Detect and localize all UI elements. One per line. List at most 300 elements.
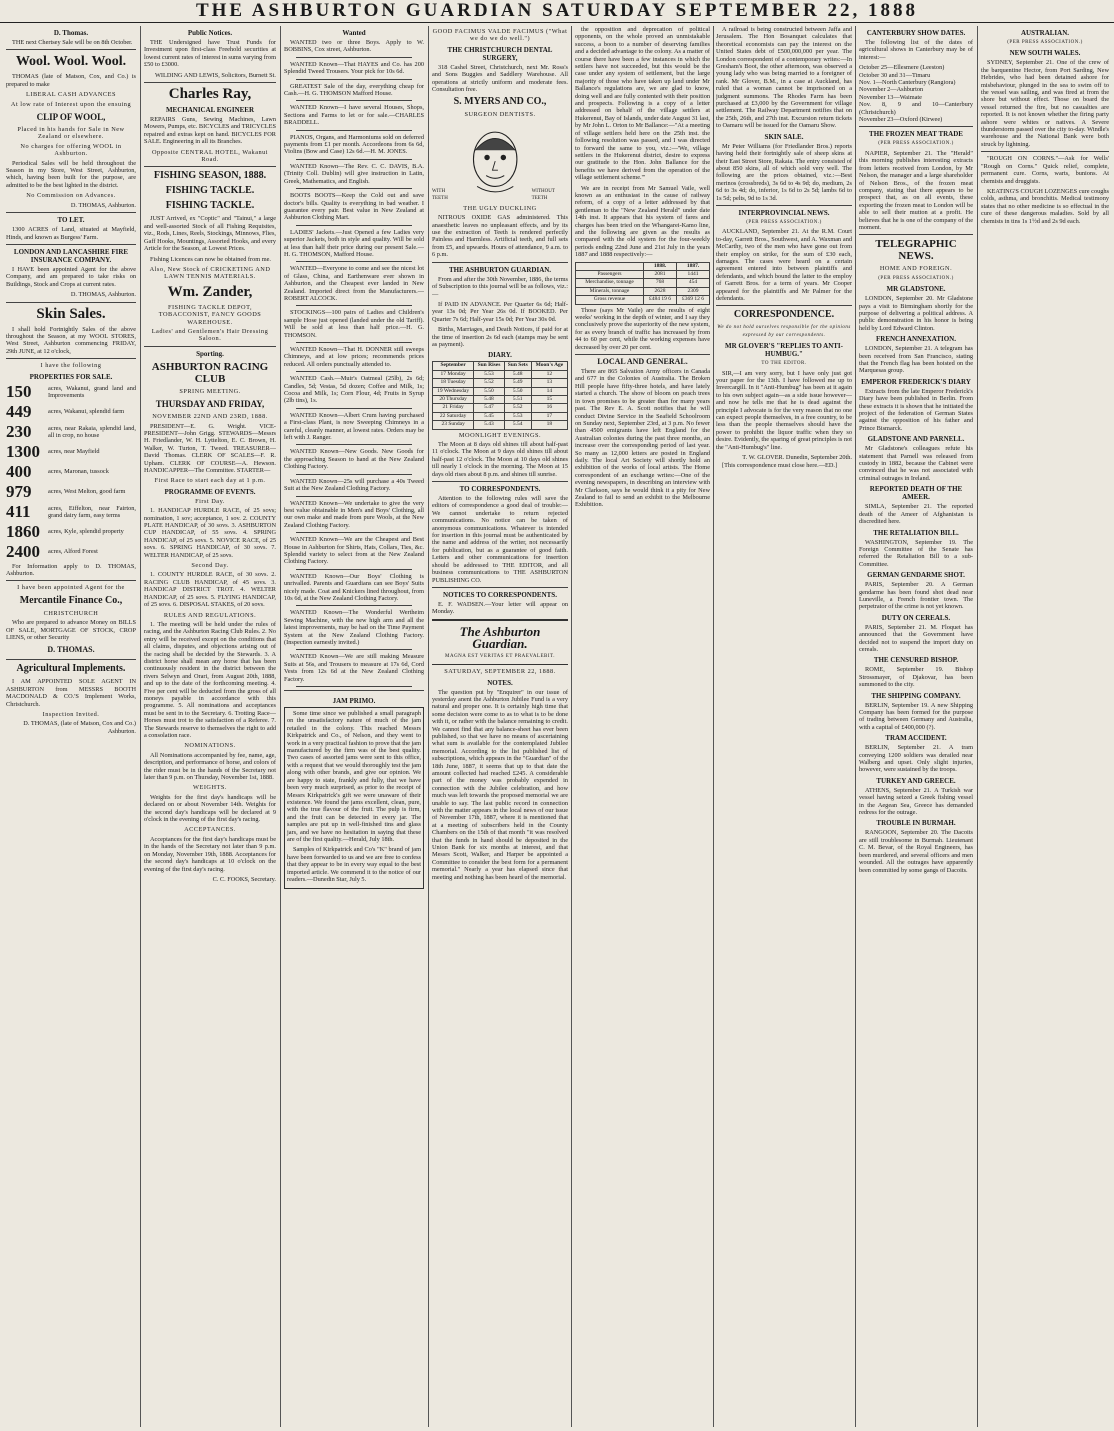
diary-cell: 5.47 [474, 404, 504, 412]
wanted-ad: WANTED—Everyone to come and see the nicest lot of Glass, China, and Earthenware ever shown in Ashburton, and the Cheapest ever landed in New Zealand. Imported direct from the Manufacturers.—ROBERT ALCOCK. [284, 265, 424, 302]
stats-cell: 2081 [644, 271, 677, 279]
stats-cell: 1441 [677, 271, 710, 279]
diary-row [433, 421, 568, 429]
telegram-text: SIMLA, September 21. The reported death of the Ameer of Afghanistan is discredited here. [859, 503, 973, 526]
stats-row [576, 296, 710, 304]
telegram-heading: GLADSTONE AND PARNELL. [867, 435, 965, 444]
charles-ray-title: Charles Ray, [168, 86, 252, 103]
property-description: acres, Kyle, splendid property [48, 528, 124, 536]
stats-cell: Merchandise, tonnage [576, 279, 644, 287]
property-item [6, 463, 136, 481]
letter-to: TO THE EDITOR. [761, 361, 807, 367]
signature: D. THOMAS, (late of Matson, Cox and Co.) Ashburton. [23, 720, 136, 735]
diary-cell: 20 Thursday [433, 395, 474, 403]
property-acreage: 2400 [6, 541, 40, 561]
divider [296, 130, 412, 131]
insurance-heading: LONDON AND LANCASHIRE FIRE INSURANCE COMPANY. [13, 247, 129, 264]
fishing-licences: Fishing Licences can now be obtained from me. [150, 255, 272, 263]
mercantile-city: CHRISTCHURCH [43, 609, 99, 617]
telegram-text: BERLIN, September 19. A new Shipping Company has been formed for the purpose of trading between Germany and Australia, with a capital of £400,000 (?). [859, 701, 973, 731]
frozen-meat-heading: THE FROZEN MEAT TRADE [869, 130, 963, 139]
stats-cell: 2628 [644, 287, 677, 295]
fishing-tackle-title: FISHING TACKLE. [165, 200, 255, 212]
stats-row [576, 271, 710, 279]
telegram-text: LONDON, September 20. Mr Gladstone pays a visit to Birmingham shortly for the purpose of delivering a political address. A public demonstration in his honor is being held by Lord Edward Clinton. [859, 295, 973, 332]
column-rule [140, 26, 141, 1427]
signature: D. THOMAS, Ashburton. [70, 291, 136, 299]
show-date-item: November 2—Ashburton [859, 86, 924, 94]
property-description: acres, West Melton, good farm [48, 488, 126, 496]
telegram-heading: THE SHIPPING COMPANY. [871, 691, 961, 700]
diary-cell: 17 [531, 412, 567, 420]
diary-cell: 5.43 [474, 421, 504, 429]
dental-text: NITROUS OXIDE GAS administered. This anaesthetic leaves no unpleasant effects, and by its use the extraction of Teeth is rendered perfectly Painless and Harmless. Artificial teeth, and full sets from £5, and upwards. Hours of attendance, 9 a.m. to 6 p.m. [432, 214, 568, 259]
show-dates-list [859, 64, 973, 123]
diary-row [433, 370, 568, 378]
telegram-text: PARIS, September 20. A German gendarme has been found shot dead near Luneville, a French frontier town. The perpetrator of the crime is not yet known. [859, 581, 973, 611]
correspondence-note: We do not hold ourselves responsible for the opinions expressed by our correspondents. [717, 325, 851, 338]
column-rule [713, 26, 714, 1427]
telegram-text: PARIS, September 21. M. Floquet has announced that the Government have decided not to suspend the import duty on cereals. [859, 623, 973, 653]
divider [296, 408, 412, 409]
wool-no-charge: No charges for offering WOOL in Ashburton. [20, 142, 122, 158]
properties-intro: I have the following [40, 362, 102, 370]
divider [6, 49, 136, 50]
stats-cell: Minerals, tonnage [576, 287, 644, 295]
news-text: A railroad is being constructed between Jaffa and Jerusalem. The Hon Bosanquet calculates that theoretical economists can pay the interest on the United States debt of £500,000,000 per year. The London correspondent of a contemporary writes:—In Gresham's Boot, the other afternoon, was observed a young lady who was being married to a foreigner of rank. Mr Glover, B.M., in a case at Auckland, has ruled that a woman cannot be imprisoned on a judgment summons. The Rhodes Farm has been purchased at £3,000 by the Government for village settlement. The Railway Department notifies that on the 25th, 26th, and 27th inst. Excursion return tickets to Oamaru will be issued for the Oamaru Show. [716, 26, 852, 130]
stats-cell: 768 [644, 279, 677, 287]
guardian-terms: From and after the 30th November, 1886, the terms of Subscription to this journal will be as follows, viz.:— [432, 275, 568, 298]
diary-cell: 12 [531, 370, 567, 378]
moonlight-heading: MOONLIGHT EVENINGS. [458, 431, 542, 439]
telegram-heading: TRAM ACCIDENT. [885, 734, 947, 743]
correspondents-text: Attention to the following rules will save the editors of correspondence a good deal of trouble:—We cannot undertake to return rejected communications. No notice can be taken of anonymous communications. Whatever is intended for insertion in this journal must be authenticated by the name and address of the writer, not necessarily for publication, but as a guarantee of good faith. Letters and other communications for insertion should be addressed to THE EDITOR, and all business communications to THE ASHBURTON PUBLISHING CO. [432, 495, 568, 584]
wanted-ad: PIANOS, Organs, and Harmoniums sold on deferred payments from £1 per month. Accordeons from 6s 6d, Violins (Bow and Case) 12s 6d.—H. M. JONES. [284, 133, 424, 156]
interprovincial-text: AUCKLAND, September 21. At the R.M. Court to-day, Garrett Bros., Southwest, and A. Waxman and McCarthy, two of the men who have gone out from their employ on strike, for the sum of £30 each, damages. The cases were heard on a certain agreement entered into between plaintiffs and defendants, and which bound the latter to the employ of Garrett Bros. for a term of years. Mr Cooper appeared for the plaintiffs and Mr Palmer for the defendants. [716, 228, 852, 302]
editorial-text: Those (says Mr Vaile) are the results of eight weeks' working in the depth of winter, and I say they conclusively prove the superiority of the new system, for as every branch of traffic has increased by from 44 to 60 per cent, while the working expenses have decreased by over 20 per cent. [575, 306, 710, 351]
diary-cell: 13 [531, 379, 567, 387]
stats-column-header: 1887. [677, 262, 710, 270]
masthead-title: THE ASHBURTON GUARDIAN SATURDAY SEPTEMBER 22, 1888 [195, 0, 919, 21]
property-description: acres, Maronan, tussock [48, 468, 109, 476]
telegram-heading: TURKEY AND GREECE. [876, 776, 956, 785]
signature: WILDING AND LEWIS, Solicitors, Burnett St. [154, 71, 276, 79]
property-item [6, 543, 136, 561]
public-notices-heading: Public Notices. [187, 29, 233, 37]
property-acreage: 400 [6, 461, 32, 481]
stats-cell: £484 19 6 [644, 296, 677, 304]
local-general-text: There are 865 Salvation Army officers in Canada and 677 in the Colonies of Australia. The Broken Hill people have fifty-three hotels, and have lately started a church. The show of bloom on peach trees in town promises to be greater than for many years past. The Rev E. A. Scott notifies that he will conduct Divine Service in the Seafield Schoolroom on Sunday next, September 23rd, at 3 p.m. No fewer than 4500 emigrants have left England for the Australian colonies during the past three months, an increase over the corresponding period of last year. So many as 12,000 letters are posted in England daily. The local Art Society will shortly hold an exhibition of the works of local artists. The Home correspondent of an exchange writes:—One of the evening newspapers, in describing an interview with Mr Clarkson, says he would think it a pity for New Zealand to fail to send an exhibit to the Melbourne Exhibition. [575, 368, 710, 509]
diary-cell: 19 Wednesday [433, 387, 474, 395]
telegraphic-sub: HOME AND FOREIGN. [879, 265, 953, 273]
diary-cell: 23 Sunday [433, 421, 474, 429]
divider [575, 354, 710, 355]
canterbury-heading: CANTERBURY SHOW DATES. [866, 29, 966, 37]
diary-cell: 5.52 [504, 404, 531, 412]
fishing-text: JUST Arrived, ex "Coptic" and "Tainui," a large and well-assorted Stock of all Fishing Requisites, viz., Rods, Lines, Reels, Stockings, Minnows, Flies, Gaff Hooks, Mountings, Assorted Hooks, and every Article for the Season, at Lowest Prices. [144, 215, 276, 253]
property-acreage: 1860 [6, 521, 40, 541]
zander-hair: Ladies' and Gentlemen's Hair Dressing Saloon. [151, 327, 269, 343]
jam-box [284, 707, 424, 889]
first-day-races: 1. HANDICAP HURDLE RACE, of 25 sovs; nomination, 1 sov; acceptance, 1 sov. 2. COUNTY PLATE HANDICAP, of 30 sovs. 3. ASHBURTON CUP HANDICAP, of 55 sovs. 4. SPRING HANDICAP, of 25 sovs. 5. NOVICE RACE, of 25 sovs. 6. SPRING HANDICAP, of 30 sovs. 7. WELTER HANDICAP, of 25 sovs. [144, 507, 276, 559]
jam-primo-heading: JAM PRIMO. [332, 697, 376, 706]
diary-cell: 16 [531, 404, 567, 412]
cricket-notice: Also, New Stock of CRICKETING AND LAWN TENNIS MATERIALS. [149, 265, 271, 281]
masthead [0, 0, 1114, 23]
column-5 [575, 26, 710, 1427]
australian-heading: AUSTRALIAN. [1020, 29, 1070, 37]
wanted-ad: WANTED Known—That H. DONNER still sweeps Chimneys, and at low prices; recommends prices reduced. All orders punctually attended to. [284, 346, 424, 368]
wanted-ad: WANTED Known—I have several Houses, Shops, Sections and Farms to let or for sale.—CHARLES BRADDELL. [284, 104, 424, 127]
show-date-item: October 30 and 31—Timaru [859, 71, 931, 79]
divider [296, 474, 412, 475]
diary-cell: 5.54 [504, 421, 531, 429]
weights-text: Weights for the first day's handicaps will be declared on or about November 14th. Weights for the second day's handicaps will be declared at 9 o'clock in the evening of the first day's racing. [144, 793, 276, 824]
wanted-ad: WANTED Known—We are still making Measure Suits at 56s, and Trousers to measure at 17s 6d, Cord Vests from 12s 6d at the New Zealand Clothing Factory. [284, 653, 424, 683]
spring-meeting: SPRING MEETING. [179, 387, 241, 395]
divider [284, 690, 424, 691]
jam-text: Some time since we published a small paragraph on the unsatisfactory nature of much of the jam retailed in the colony. This reached Messrs Kirkpatrick and Co., of Nelson, and they went to work in a very practical fashion to prove that the jam manufactured by the firm was of the best quality. Two cases of assorted jams were sent to this office, with a request that we would thoroughly test the jam along with other brands, and give our opinion. We are happy to state, frankly and fully, that we have been very much surprised, as prior to the receipt of Messrs Kirkpatrick's gift we were unaware of their existence. We found the jams excellent, clean, pure, with the true flavour of the fruit. The pulp is firm, and the fruit can be detected in every jar. The samples are put up in well-finished tins and glass jars, and we have no hesitation in saying that these are of the first quality.—Herald, July 18th. [287, 710, 421, 843]
wool-commission: No Commission on Advances. [26, 192, 116, 200]
telegram-text: Mr Gladstone's colleagues refute his statement that Parnell was released from custody in 1882, because the Cabinet were convinced that he was not associated with criminal outrages in Ireland. [859, 445, 973, 482]
telegram-heading: THE RETALIATION BILL. [873, 528, 959, 537]
notes-heading: NOTES. [487, 678, 513, 687]
divider [296, 569, 412, 570]
column-rule [855, 26, 856, 1427]
divider [432, 481, 568, 482]
column-7 [859, 26, 973, 1427]
interprovincial-heading: INTERPROVINCIAL NEWS. [738, 208, 830, 217]
divider [296, 188, 412, 189]
wool-interest: At low rate of Interest upon the ensuing [10, 100, 132, 108]
letter-heading: MR GLOVER'S "REPLIES TO ANTI-HUMBUG." [725, 342, 843, 359]
notices-text: E. F. WADSEN.—Your letter will appear on Monday. [432, 600, 568, 616]
divider [6, 358, 136, 359]
property-acreage: 230 [6, 421, 32, 441]
diary-cell: 18 [531, 421, 567, 429]
mercantile-title: Mercantile Finance Co., [19, 594, 123, 606]
diary-cell: 18 Tuesday [433, 379, 474, 387]
telegram-heading: FRENCH ANNEXATION. [876, 335, 956, 344]
to-let-heading: TO LET. [57, 216, 85, 225]
diary-cell: 5.50 [474, 387, 504, 395]
dental-address: 318 Cashel Street, Christchurch, next Mr. Ross's and Sons Buggies and Saddlery Warehouse. All operations at strictly uniform and moderate fees. Consultation free. [432, 63, 568, 94]
diary-row [433, 387, 568, 395]
divider [296, 649, 412, 650]
divider [296, 605, 412, 606]
property-item [6, 383, 136, 401]
divider [6, 244, 136, 245]
telegram-text: BERLIN, September 21. A tram conveying 1200 soldiers was derailed near Walberg and upset. Only slight injuries, however, were sustained by the troops. [859, 744, 973, 774]
divider [6, 302, 136, 303]
fishing-season-title: FISHING SEASON, 1888. [153, 170, 267, 182]
wanted-ad: WANTED Known—The Rev. C. C. DAVIS, B.A. (Trinity Coll. Dublin) will give instruction in Latin, Greek, Mathematics, and English. [284, 162, 424, 185]
wanted-ad: WANTED Known—The Wonderful Wertheim Sewing Machine, with the new high arm and all the latest improvements, may be had on the Time Payment System at the New Zealand Clothing Factory. (Inspection earnestly invited.) [284, 609, 424, 646]
cut-left-label: WITH TEETH [432, 189, 448, 202]
zander-title: Wm. Zander, [167, 283, 253, 300]
divider [296, 371, 412, 372]
telegram-text: WASHINGTON, September 19. The Foreign Committee of the Senate has referred the Retaliation Bill to a sub-Committee. [859, 538, 973, 568]
column-2 [144, 26, 276, 1427]
insurance-text: I HAVE been appointed Agent for the above Company, and am prepared to take risks on Buildings, Stock and Crops at current rates. [6, 265, 136, 288]
ad-header: D. Thomas. [53, 29, 89, 37]
correspondents-heading: TO CORRESPONDENTS. [459, 485, 541, 494]
nominations-text: All Nominations accompanied by fee, name, age, description, and performance of horse, and colors of the rider must be in the hands of the Secretary not later than 9 p.m. on Thursday, November 1st, 1888. [144, 751, 276, 782]
property-acreage: 150 [6, 381, 32, 401]
charles-ray-address: Opposite CENTRAL HOTEL, Wakanui Road. [151, 148, 269, 164]
diary-column-header: Moon's Age [531, 362, 567, 370]
nominations-heading: NOMINATIONS. [184, 742, 236, 750]
divider [144, 346, 276, 347]
show-date-item: November 23—Oxford (Kirwee) [859, 116, 943, 124]
agricultural-text: I AM APPOINTED SOLE AGENT IN ASHBURTON from MESSRS BOOTH MACDONALD & CO.'S Implement Works, Christchurch. [6, 678, 136, 708]
divider [296, 57, 412, 58]
stats-cell: £369 12 6 [677, 296, 710, 304]
surgeon-dentists: SURGEON DENTISTS. [464, 111, 536, 119]
nameplate-bar [432, 619, 568, 665]
press-association: (PER PRESS ASSOCIATION.) [878, 141, 954, 147]
telegram-text: Extracts from the late Emperor Frederick's Diary have been published in Berlin. From these extracts it is shown that he initiated the project of the federation of German States against the opposition of his father and Prince Bismarck. [859, 387, 973, 432]
divider [144, 82, 276, 83]
railway-stats-table [575, 262, 710, 305]
racing-days: THURSDAY AND FRIDAY, [155, 399, 265, 410]
editorial-text: the opposition and deprecation of political opponents, on the whole proved an unmistakable success, a boon to a number of deserving families and a decided advantage to the colony. As a matter of course there have been a few instances in which the settlers have not succeeded, but this would be the case under any system of settlement, but the large majority of those who have taken up land under Mr Ballance's regulations are, we are glad to know, doing well and are fully contented with their position and prospects. Following is a copy of a letter addressed on behalf of the village settlers at Hukerenui, Bay of Islands, under date August 31 last, by Mr John L. Orton to Mr Ballance:—"At a meeting of village settlers held here on the 25th inst. the following resolution was passed, and I was directed to forward the same to you, viz.:—'We, village settlers in the Hukerenui district, desire to express our gratitude to the Hon. John Ballance for the benefits we have derived from the operation of the village settlement scheme.'" [575, 26, 710, 182]
cut-caption: THE UGLY DUCKLING [463, 204, 537, 212]
column-rule [977, 26, 978, 1427]
telegram-heading: THE CENSURED BISHOP. [873, 656, 959, 665]
signature: C. C. FOOKS, Secretary. [212, 875, 276, 883]
agricultural-inspect: Inspection Invited. [42, 711, 100, 719]
acceptances-text: Acceptances for the first day's handicaps must be in the hands of the Secretary not later than 9 p.m. on Monday, November 19th, 1888. Acceptances for the second day's handicaps at 10 o'clock on the evening of the first day's racing. [144, 835, 276, 873]
face-illustration-icon [459, 121, 531, 203]
press-association: (PER PRESS ASSOCIATION.) [878, 275, 954, 281]
racing-officials: PRESIDENT—E. G. Wright. VICE-PRESIDENT—John Grigg. STEWARDS—Messrs H. Friedlander, W. H. Lyttelton, E. C. Brown, H. Walker, W. Turton, T. Tweed. TREASURER—David Thomas. CLERK OF SCALES—F. R. Upham. CLERK OF COURSE—A. Hewson. HANDICAPPER—The Committee. STARTER— [144, 422, 276, 474]
divider [432, 587, 568, 588]
divider [6, 212, 136, 213]
divider [859, 234, 973, 235]
canterbury-text: The following list of the dates of agricultural shows in Canterbury may be of interest:— [859, 39, 973, 61]
racing-dates: NOVEMBER 22ND AND 23RD, 1888. [152, 413, 268, 421]
property-acreage: 449 [6, 401, 32, 421]
diary-heading: DIARY. [488, 351, 512, 360]
property-item [6, 423, 136, 441]
divider [296, 496, 412, 497]
second-day-races: 1. COUNTY HURDLE RACE, of 30 sovs. 2. RACING CLUB HANDICAP, of 45 sovs. 3. HANDICAP DISTRICT TROT. 4. WELTER HANDICAP, of 25 sovs. 5. FLYING HANDICAP, of 25 sovs. 6. DISPOSAL STAKES, of 20 sovs. [144, 571, 276, 609]
press-association: (PER PRESS ASSOCIATION.) [1007, 40, 1083, 45]
property-description: acres, near Mayfield [48, 448, 100, 456]
nsw-text: SYDNEY, September 21. One of the crew of the barquentine Hector, from Port Sarding, New Hebrides, who had been detained ashore for misbehaviour, plunged in the sea to swim off to the vessel was sailing, and was fired at from the shore but without effect. Those on board the vessel returned the fire, but no casualties are reported. It is not known whether the firing party ashore were whites or natives. A Severe thunderstorm passed over the city to-day. Windle's warehouse and the National Bank were both struck by lightning. [981, 59, 1109, 148]
diary-table [432, 361, 568, 429]
wanted-ad: WANTED Cash.—Muir's Oatmeal (25lb), 2s 6d; Candles, 5d; Vestas, 5d dozen; Coffee and Milk, 1s; Cocoa and Milk, 1s; Corn Flour, 4d; Fruits in Syrup (2lb tins), 1s. [284, 375, 424, 405]
guardian-rates: If PAID IN ADVANCE. Per Quarter 6s 6d; Half-year 13s 0d; Per Year 26s 0d. If BOOKED. Per Quarter 7s 6d; Half-year 15s 0d; Per Year 30s 0d. [432, 300, 568, 323]
telegram-heading: DUTY ON CEREALS. [881, 613, 951, 622]
property-description: acres, Wakanui, splendid farm [48, 408, 125, 416]
divider [296, 159, 412, 160]
wool-title: Wool. Wool. Wool. [15, 54, 127, 70]
wanted-ad: BOOTS BOOTS—Keep the Cold out and save doctor's bills. Quality is everything in bad weather. I guarantee every pair. Best value in New Zealand at Ashburton Clothing Mart. [284, 192, 424, 222]
column-1 [6, 26, 136, 1427]
wool-periodical: Periodical Sales will be held throughout the Season in my Store, West Street, Ashburton, which, having been built for the purpose, are admitted to be the best lighted in the district. [6, 159, 136, 189]
wanted-ad: GREATEST Sale of the day, everything cheap for Cash.—H. G. THOMSON Mafford House. [284, 82, 424, 98]
wanted-ad: STOCKINGS—100 pairs of Ladies and Children's sample Hose just opened (landed under the old Tariff). Will be sold at less than half price.—H. G. THOMSON. [284, 309, 424, 339]
diary-cell: 5.53 [474, 370, 504, 378]
wanted-ad: WANTED Known—We undertake to give the very best value obtainable in Men's and Boys' Clothing, all our own make and made from pure Wools, at the New Zealand Clothing Factory. [284, 499, 424, 529]
stats-column-header [576, 262, 644, 270]
diary-row [433, 395, 568, 403]
keating-ad: KEATING'S COUGH LOZENGES cure coughs colds, asthma, and bronchitis. Medical testimony states that no other medicine is so effectual in the cure of these dangerous maladies. Sold by all chemists in tins 1s 1½d and 2s 9d each. [981, 187, 1109, 225]
property-description: acres, Alford Forest [48, 548, 98, 556]
divider [716, 305, 852, 306]
stats-cell: 2309 [677, 287, 710, 295]
stats-cell: Gross revenue [576, 296, 644, 304]
telegram-text: RANGOON, September 20. The Dacoits are still troublesome in Burmah. Lieutenant C. M. Bevar, of the Royal Engineers, has been murdered, and several officers and men wounded. All the outrages have apparently been committed by some gangs of Dacoits. [859, 829, 973, 874]
telegram-text: ROME, September 19. Bishop Strossmayer, of Djakovar, has been summoned to the city. [859, 666, 973, 689]
press-association: (PER PRESS ASSOCIATION.) [746, 219, 822, 225]
column-3 [284, 26, 424, 1427]
notices-heading: NOTICES TO CORRESPONDENTS. [443, 590, 557, 599]
stats-cell: 454 [677, 279, 710, 287]
date-line: SATURDAY, SEPTEMBER 22, 1888. [444, 668, 556, 676]
programme-heading: PROGRAMME OF EVENTS. [164, 487, 256, 496]
dental-heading: THE CHRISTCHURCH DENTAL SURGERY, [447, 45, 553, 62]
signature: D. THOMAS, Ashburton. [70, 201, 136, 209]
property-acreage: 1300 [6, 441, 40, 461]
column-rule [280, 26, 281, 1427]
dental-motto: GOOD FACIMUS VALDE FACIMUS ("What we do we do well.") [432, 28, 568, 43]
diary-cell: 15 [531, 395, 567, 403]
properties-list [6, 383, 136, 561]
property-item [6, 403, 136, 421]
diary-cell: 22 Saturday [433, 412, 474, 420]
telegraphic-heading: TELEGRAPHIC NEWS. [875, 238, 957, 263]
nsw-heading: NEW SOUTH WALES. [1009, 49, 1081, 58]
editorial-text: We are in receipt from Mr Samuel Vaile, well known as an enthusiast in the cause of railway reform, of a copy of a letter addressed by that gentleman to the "New Zealand Herald" under date 14th inst. It appears that his system of fares and charges has been tried on the Whangarei-Kamo line, and the following are given as the results as compared with the old system for the four-weekly periods ending 22nd June and 21st July in the years 1887 and 1888 respectively:— [575, 184, 710, 259]
acceptances-heading: ACCEPTANCES. [184, 826, 236, 834]
properties-apply: For Information apply to D. THOMAS, Ashburton. [6, 562, 136, 577]
charles-ray-text: REPAIRS Guns, Sewing Machines, Lawn Mowers, Pumps, etc. BICYCLES and TRICYCLES repaired and extras kept on hand. BICYCLES FOR SALE. Engineering in all its Branches. [144, 116, 276, 146]
first-race: First Race to start each day at 1 p.m. [154, 477, 266, 485]
wanted-ad: WANTED Known—New Goods. New Goods for the approaching Season to hand at the New Zealand Clothing Factory. [284, 448, 424, 471]
trust-funds-notice: THE Undersigned have Trust Funds for Investment upon first-class Freehold securities at lowest current rates of interest in sums varying from £50 to £3000. [144, 39, 276, 69]
nameplate: The Ashburton Guardian. [459, 623, 541, 651]
divider [296, 305, 412, 306]
stats-row [576, 287, 710, 295]
wanted-ad: WANTED two or three Boys. Apply to W. BOBBINS, Cox street, Ashburton. [284, 39, 424, 54]
rough-on-corns-ad: "ROUGH ON CORNS."—Ask for Wells' "Rough on Corns." Quick relief, complete, permanent cure. Corns, warts, bunions. At chemists and druggists. [981, 155, 1109, 185]
signature: T. W. GLOVER. Dunedin, September 20th. [742, 454, 852, 462]
diary-cell: 5.49 [504, 379, 531, 387]
divider [716, 205, 852, 206]
telegram-text: LONDON, September 21. A telegram has been received from San Francisco, stating that the French flag has been hoisted on the Marquesas group. [859, 345, 973, 375]
diary-cell: 21 Friday [433, 404, 474, 412]
property-item [6, 443, 136, 461]
wanted-ad: WANTED Known—We are the Cheapest and Best House in Ashburton for Shirts, Hats, Collars, Ties, &c. Splendid variety to select from at the New Zealand Clothing Factory. [284, 536, 424, 566]
property-item [6, 503, 136, 521]
diary-cell: 5.45 [474, 412, 504, 420]
divider [296, 686, 412, 687]
mercantile-text: Who are prepared to advance Money on BILLS OF SALE, MORTGAGE OF STOCK, CROP LIENS, or other Security [6, 619, 136, 641]
column-6 [716, 26, 852, 1427]
property-item [6, 523, 136, 541]
stats-cell: Passengers [576, 271, 644, 279]
divider [6, 580, 136, 581]
local-general-heading: LOCAL AND GENERAL. [597, 357, 688, 367]
column-8 [981, 26, 1109, 1427]
mercantile-sign: D. THOMAS. [47, 645, 95, 655]
divider [296, 444, 412, 445]
wool-placed: Placed in his hands for Sale in New Zealand or elsewhere. [17, 126, 125, 141]
rules-text: 1. The meeting will be held under the rules of racing, and the Ashburton Racing Club Rules. 2. No entry will be received except on the conditions that all claims, disputes, and objections arising out of the racing shall be decided by the Stewards. 3. A district horse shall mean any horse that has been continuously resident in the district between the rivers Selwyn and Orari, from August 20th, 1888, and up to the date of the forthcoming meeting. 4. Five per cent will be deducted from the gross of all moneys payable in accordance with this programme. 5. All nominations and acceptances must be sent in to the Secretary. 6. Trotting Race—Horses must trot to the satisfaction of a Referee. 7. The Stewards reserve to themselves the right to add a consolation race. [144, 620, 276, 739]
editor-note: [This correspondence must close here.—ED.] [722, 461, 838, 469]
show-date-item: November 13—Waimate [859, 93, 922, 101]
divider [432, 262, 568, 263]
sporting-heading: Sporting. [196, 349, 224, 358]
diary-column-header: Sun Rises [474, 362, 504, 370]
diary-cell: 5.48 [504, 370, 531, 378]
property-acreage: 411 [6, 501, 31, 521]
diary-cell: 17 Monday [433, 370, 474, 378]
agricultural-title: Agricultural Implements. [16, 663, 126, 675]
myers-title: S. MYERS AND CO., [453, 96, 547, 108]
second-day: Second Day. [191, 562, 229, 570]
wool-intro: THOMAS (late of Matson, Cox, and Co.) is prepared to make [6, 73, 136, 88]
divider [144, 166, 276, 167]
rules-heading: RULES AND REGULATIONS. [163, 611, 257, 619]
wanted-ad: WANTED Known—Albert Crum having purchased a First-class Plant, is now Sweeping Chimneys in a careful, cleanly manner, at lowest rates. Orders may be left with J. Ranger. [284, 411, 424, 442]
wanted-list [284, 39, 424, 687]
skin-sale-text: Mr Peter Williams (for Friedlander Bros.) reports having held their fortnightly sale of sheep skins at their East Street Store, Rakaia. The entry consisted of about 850 skins, all of which sold very well. The following are the prices obtained, viz.:—Best merinos (crossbreds), 3s 6d to 4s 9d; do, medium, 2s 6d to 3s 4d; do, inferior, 1s 6d to 2s 5d; lambs 6d to 1s 5d; pelts, 9d to 1s 3d. [716, 142, 852, 202]
show-date-item: Nov. 1—North Canterbury (Rangiora) [859, 79, 956, 87]
property-description: acres, Wakanui, grand land and Improvements [48, 384, 136, 399]
diary-column-header: Sun Sets [504, 362, 531, 370]
diary-cell: 14 [531, 387, 567, 395]
divider [296, 261, 412, 262]
first-day: First Day. [195, 497, 225, 505]
show-date-item: Nov. 8, 9 and 10—Canterbury (Christchurch) [859, 101, 973, 116]
divider [296, 79, 412, 80]
nameplate-motto: MAGNA EST VERITAS ET PRAEVALEBIT. [445, 653, 555, 659]
telegram-heading: REPORTED DEATH OF THE AMEER. [869, 485, 963, 502]
show-date-item: October 25—Ellesmere (Leeston) [859, 64, 945, 72]
frozen-meat-text: NAPIER, September 21. The "Herald" this morning publishes interesting extracts from letters received from London, by Mr Nelson, the manager and a large shareholder of Nelson Bros., of the frozen meat company, stating that there appears to be prospect that, as on all events, these exporting the frozen meat to London will be able to sell their mutton at a profit. He believes that he is one of the company of the moment. [859, 149, 973, 231]
wanted-heading: Wanted [342, 29, 366, 37]
property-acreage: 979 [6, 481, 32, 501]
telegraphic-items [859, 285, 973, 874]
to-let-text: 1300 ACRES of Land, situated at Mayfield, Hinds, and known as Burgess' Farm. [6, 226, 136, 241]
diary-column-header: September [433, 362, 474, 370]
weights-heading: WEIGHTS. [193, 784, 227, 792]
skin-sales-title: Skin Sales. [36, 305, 106, 322]
cut-right-label: WITHOUT TEETH [531, 189, 555, 202]
telegram-heading: TROUBLE IN BURMAH. [876, 819, 956, 828]
telegram-heading: EMPEROR FREDERICK'S DIARY [861, 377, 971, 386]
wanted-ad: WANTED Known—That HAYES and Co. has 200 Splendid Tweed Trousers. Your pick for 10s 6d. [284, 60, 424, 76]
column-rule [571, 26, 572, 1427]
divider [859, 126, 973, 127]
letter-text: SIR,—I am very sorry, but I have only just got your paper for the 13th. I have followed me up to Invercargill. In it "Anti-Humbug" has been at it again to his own subject again—as a side issue however—and now he tells me that he is dead against the principle I advocate is for the very reason that no one can expect people themselves, in a free country, to be less than the people themselves should have the power to prohibit the liquor traffic when they so desire. Evidently, the sparing of great principles is not the "Anti-Humbug's" line. [716, 369, 852, 451]
diary-row [433, 404, 568, 412]
jam-postscript: Samples of Kirkpatrick and Co's "K" brand of jam have been forwarded to us and we are free to confess that they appear to be in every way equal to the best imported article. We commend it to the notice of our readers.—Dunedin Star, July 5. [287, 846, 421, 883]
wanted-ad: WANTED Known—Our Boys' Clothing is unrivalled. Parents and Guardians can see Boys' Suits nicely made. Coat and Knickers lined throughout, from 10s 6d, at the New Zealand Clothing Factory. [284, 572, 424, 602]
stats-column-header: 1888. [644, 262, 677, 270]
diary-cell: 5.48 [474, 395, 504, 403]
sale-notice: THE next Chertsey Sale will be on 8th October. [12, 39, 133, 46]
racing-club-title: ASHBURTON RACING CLUB [151, 360, 269, 385]
wanted-ad: LADIES' Jackets.—Just Opened a few Ladies very superior Jackets, both in style and quality. Will be sold at less than half their price during our present Sale.—H. G. THOMSON, Mafford House. [284, 228, 424, 258]
property-item [6, 483, 136, 501]
divider [981, 151, 1109, 152]
wool-liberal: LIBERAL CASH ADVANCES [26, 91, 116, 99]
